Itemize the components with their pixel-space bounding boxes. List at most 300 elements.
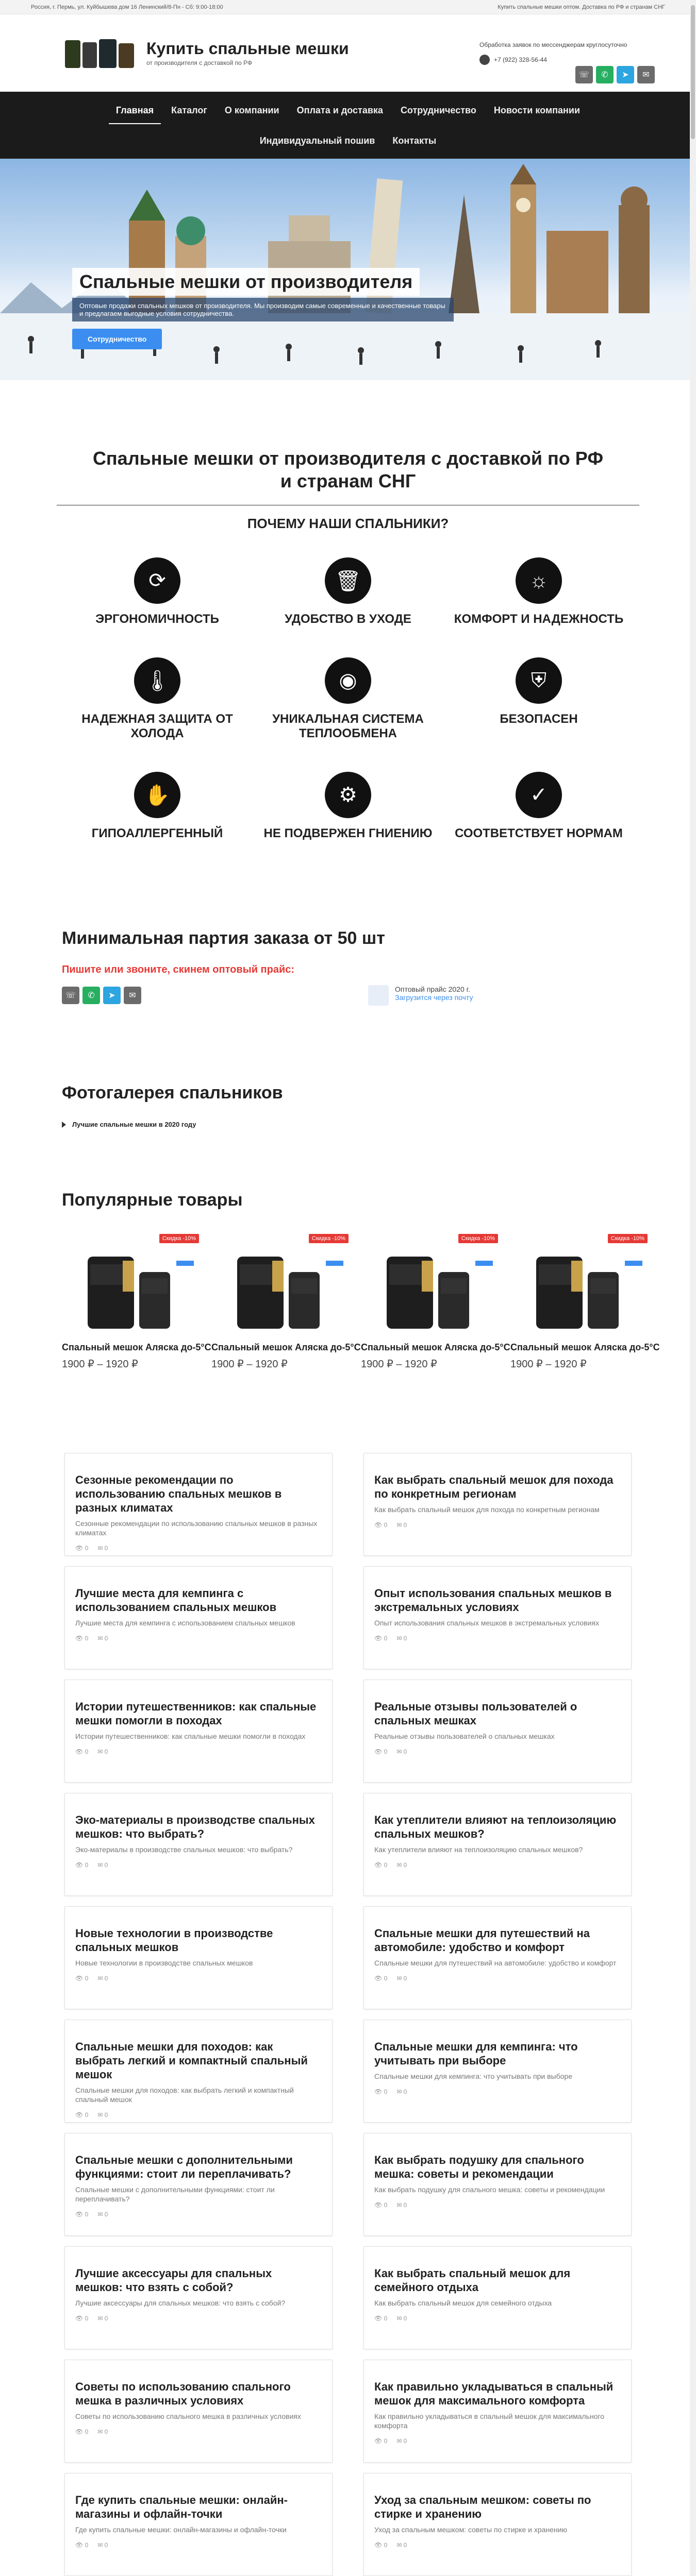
email-icon[interactable]: ✉	[637, 66, 655, 83]
document-icon	[368, 985, 389, 1006]
why-title: ПОЧЕМУ НАШИ СПАЛЬНИКИ?	[247, 516, 449, 531]
comments-value: 0	[403, 2201, 407, 2209]
comments-value: 0	[403, 2437, 407, 2445]
comment-icon: ✉	[97, 1748, 105, 1755]
eye-icon: 👁	[75, 2315, 85, 2322]
comments-count	[97, 1975, 108, 1982]
features-grid	[62, 557, 634, 841]
article-excerpt: Советы по использованию спального мешка в различных условиях	[75, 2412, 301, 2420]
views-value: 0	[384, 2315, 388, 2322]
views-value: 0	[384, 2541, 388, 2549]
eye-icon: 👁	[374, 2315, 384, 2322]
views-count	[75, 1748, 88, 1755]
product-image[interactable]	[361, 1231, 500, 1334]
comment-icon: ✉	[396, 1521, 404, 1529]
views-count	[374, 2541, 387, 2549]
comments-value: 0	[403, 2541, 407, 2549]
article-title[interactable]: Как утеплители влияют на теплоизоляцию спальных мешков?	[374, 1814, 617, 1840]
comments-count	[396, 2541, 407, 2549]
article-excerpt: Лучшие аксессуары для спальных мешков: что взять с собой?	[75, 2299, 286, 2307]
article-excerpt: Как выбрать подушку для спального мешка: советы и рекомендации	[374, 2185, 605, 2194]
discount-badge: Скидка -10%	[458, 1234, 498, 1243]
article-card[interactable]	[363, 1793, 632, 1896]
article-title[interactable]: Советы по использованию спального мешка в различных условиях	[75, 2380, 291, 2407]
comment-icon: ✉	[396, 2437, 404, 2445]
eye-icon: 👁	[75, 1545, 85, 1552]
eye-icon: 👁	[75, 2428, 85, 2435]
feature-label: БЕЗОПАСЕН	[500, 712, 578, 726]
nav-item[interactable]: Контакты	[392, 135, 437, 146]
refresh-icon: ⟳	[134, 557, 180, 604]
eye-icon: 👁	[374, 1861, 384, 1869]
comment-icon: ✉	[396, 2201, 404, 2209]
gallery-item-label: Лучшие спальные мешки в 2020 году	[72, 1121, 196, 1128]
product-image[interactable]	[211, 1231, 351, 1334]
comments-count	[396, 1975, 407, 1982]
comment-icon: ✉	[97, 2211, 105, 2218]
feature-item	[62, 772, 253, 841]
feature-item	[62, 657, 253, 741]
main-title: Спальные мешки от производителя с доставкой по РФ и странам СНГ	[92, 448, 604, 492]
views-value: 0	[85, 2211, 89, 2218]
call-line: Пишите или звоните, скинем оптовый прайс:	[62, 964, 295, 975]
eye-icon: 👁	[374, 2201, 384, 2209]
article-title[interactable]: Уход за спальным мешком: советы по стирке и хранению	[374, 2494, 591, 2520]
comment-icon: ✉	[396, 2088, 404, 2095]
views-value: 0	[384, 1748, 388, 1755]
gears-icon: ⚙	[325, 772, 371, 818]
comment-icon: ✉	[396, 1748, 404, 1755]
article-card[interactable]	[64, 1793, 333, 1896]
product-name[interactable]: Спальный мешок Аляска до-5°С	[510, 1342, 660, 1352]
comment-icon: ✉	[97, 2541, 105, 2549]
views-count	[374, 1748, 387, 1755]
article-excerpt: Лучшие места для кемпинга с использованием спальных мешков	[75, 1619, 295, 1627]
article-card[interactable]	[363, 2360, 632, 2463]
article-title[interactable]: Сезонные рекомендации по использованию спальных мешков в разных климатах	[75, 1473, 282, 1514]
thermometer-icon: 🌡	[134, 657, 180, 704]
whatsapp-icon[interactable]: ✆	[82, 987, 100, 1004]
article-excerpt: Как утеплители влияют на теплоизоляцию спальных мешков?	[374, 1845, 583, 1854]
nav-item[interactable]: Новости компании	[493, 105, 581, 115]
article-title[interactable]: Лучшие места для кемпинга с использованием спальных мешков	[75, 1587, 277, 1614]
article-title[interactable]: Лучшие аксессуары для спальных мешков: что взять с собой?	[75, 2267, 272, 2294]
views-value: 0	[384, 1975, 388, 1982]
hero-text: Оптовые продажи спальных мешков от производителя. Мы производим самые современные и качественные товары и предлагаем выгодные условия сотрудничества.	[72, 298, 454, 321]
comments-count	[396, 2315, 407, 2322]
call-icon[interactable]: ☏	[62, 987, 79, 1004]
comments-count	[97, 1635, 108, 1642]
article-meta	[75, 2111, 322, 2119]
views-count	[374, 1861, 387, 1869]
article-title[interactable]: Новые технологии в производстве спальных мешков	[75, 1927, 273, 1954]
topbar-address: Россия, г. Пермь, ул. Куйбышева дом 16 Ленинский/8-Пн - Сб: 9:00-18:00	[31, 4, 223, 10]
cooperation-button[interactable]: Сотрудничество	[72, 329, 162, 349]
header-contact-icons	[575, 66, 655, 83]
site-subtitle: от производителя с доставкой по РФ	[146, 59, 253, 66]
views-count	[374, 2315, 387, 2322]
comments-value: 0	[104, 1975, 108, 1982]
nav-item[interactable]: Сотрудничество	[400, 105, 476, 115]
article-card[interactable]	[64, 2020, 333, 2123]
article-card[interactable]	[363, 2473, 632, 2576]
feature-item	[253, 557, 443, 626]
hero-title: Спальные мешки от производителя	[72, 268, 420, 296]
article-excerpt: Как правильно укладываться в спальный мешок для максимального комфорта	[374, 2412, 605, 2430]
views-value: 0	[384, 1521, 388, 1529]
article-excerpt: Спальные мешки с дополнительными функциями: стоит ли переплачивать?	[75, 2185, 275, 2203]
email-icon[interactable]: ✉	[124, 987, 141, 1004]
hero-caption	[72, 268, 454, 349]
article-meta	[374, 2541, 621, 2549]
views-value: 0	[85, 2315, 89, 2322]
discount-badge: Скидка -10%	[159, 1234, 199, 1243]
comments-value: 0	[403, 1635, 407, 1642]
feature-label: ЭРГОНОМИЧНОСТЬ	[95, 612, 219, 626]
article-card[interactable]	[64, 2473, 333, 2576]
views-value: 0	[85, 1635, 89, 1642]
views-count	[75, 1635, 88, 1642]
views-count	[374, 2088, 387, 2095]
eye-icon: 👁	[374, 2437, 384, 2445]
comments-value: 0	[403, 2088, 407, 2095]
feature-item	[62, 557, 253, 626]
article-card[interactable]	[363, 2133, 632, 2236]
product-price: 1900 ₽ – 1920 ₽	[211, 1359, 288, 1370]
eye-icon: 👁	[374, 1635, 384, 1642]
article-meta	[75, 1635, 322, 1642]
telegram-icon[interactable]: ➤	[103, 987, 121, 1004]
views-value: 0	[384, 1861, 388, 1869]
feature-item	[443, 657, 634, 741]
call-icon[interactable]: ☏	[575, 66, 593, 83]
article-title[interactable]: Где купить спальные мешки: онлайн-магазины и офлайн-точки	[75, 2494, 288, 2520]
feature-label: УНИКАЛЬНАЯ СИСТЕМА ТЕПЛООБМЕНА	[272, 712, 424, 740]
product-name[interactable]: Спальный мешок Аляска до-5°С	[361, 1342, 510, 1352]
comment-icon: ✉	[396, 2541, 404, 2549]
comments-count	[396, 1748, 407, 1755]
page-scrollbar[interactable]	[690, 0, 696, 2576]
trash-icon: 🗑	[325, 557, 371, 604]
comments-count	[97, 1748, 108, 1755]
article-card[interactable]	[64, 2133, 333, 2236]
views-count	[374, 2201, 387, 2209]
telegram-icon[interactable]: ➤	[617, 66, 634, 83]
comments-value: 0	[403, 1521, 407, 1529]
views-count	[75, 2211, 88, 2218]
nav-item[interactable]: Оплата и доставка	[296, 105, 383, 115]
discount-badge: Скидка -10%	[309, 1234, 349, 1243]
comment-icon: ✉	[97, 1861, 105, 1869]
nav-item[interactable]: Главная	[109, 98, 161, 124]
article-title[interactable]: Спальные мешки для кемпинга: что учитывать при выборе	[374, 2040, 578, 2067]
article-meta	[374, 1521, 621, 1529]
topbar-slogan: Купить спальные мешки оптом. Доставка по РФ и странам СНГ	[498, 4, 665, 10]
article-excerpt: Спальные мешки для путешествий на автомобиле: удобство и комфорт	[374, 1959, 617, 1967]
article-meta	[75, 2211, 322, 2218]
comments-count	[396, 1635, 407, 1642]
product-image[interactable]	[62, 1231, 201, 1334]
feature-label: УДОБСТВО В УХОДЕ	[285, 612, 411, 626]
views-count	[75, 2541, 88, 2549]
phone-link[interactable]	[479, 55, 634, 65]
product-card[interactable]	[361, 1231, 510, 1370]
logo-link[interactable]	[62, 35, 349, 71]
product-image[interactable]	[510, 1231, 650, 1334]
price-list-title: Оптовый прайс 2020 г.	[395, 985, 470, 993]
feature-item	[253, 657, 443, 741]
hero-banner	[0, 159, 696, 380]
comments-count	[396, 2437, 407, 2445]
comment-icon: ✉	[97, 1545, 105, 1552]
eye-icon: 👁	[75, 2541, 85, 2549]
views-count	[75, 1861, 88, 1869]
site-header	[0, 14, 696, 92]
eye-icon: 👁	[75, 1635, 85, 1642]
article-excerpt: Как выбрать спальный мешок для похода по конкретным регионам	[374, 1505, 600, 1514]
whatsapp-icon[interactable]: ✆	[596, 66, 614, 83]
comments-count	[97, 2211, 108, 2218]
gallery-item[interactable]	[0, 1121, 696, 1128]
comment-icon: ✉	[396, 1975, 404, 1982]
feature-label: ГИПОАЛЛЕРГЕННЫЙ	[91, 826, 223, 840]
article-title[interactable]: Как правильно укладываться в спальный мешок для максимального комфорта	[374, 2380, 614, 2407]
product-name[interactable]: Спальный мешок Аляска до-5°С	[62, 1342, 211, 1352]
article-meta	[75, 1975, 322, 1982]
product-card[interactable]	[62, 1231, 211, 1370]
article-title[interactable]: Реальные отзывы пользователей о спальных мешках	[374, 1700, 577, 1727]
comment-icon: ✉	[396, 1635, 404, 1642]
views-value: 0	[85, 1545, 89, 1552]
views-count	[75, 1545, 88, 1552]
comments-value: 0	[403, 2315, 407, 2322]
min-order-title: Минимальная партия заказа от 50 шт	[62, 928, 385, 948]
article-title[interactable]: Спальные мешки с дополнительными функциями: стоит ли переплачивать?	[75, 2154, 293, 2180]
contact-note: Обработка заявок по мессенджерам круглосуточно	[479, 41, 627, 48]
article-excerpt: Спальные мешки для походов: как выбрать легкий и компактный спальный мешок	[75, 2086, 294, 2104]
views-value: 0	[384, 2437, 388, 2445]
article-meta	[374, 2315, 621, 2322]
article-title[interactable]: Как выбрать спальный мешок для похода по конкретным регионам	[374, 1473, 614, 1500]
views-count	[374, 1521, 387, 1529]
eye-icon: 👁	[75, 1861, 85, 1869]
article-card[interactable]	[363, 1566, 632, 1669]
views-value: 0	[85, 2111, 89, 2119]
comments-count	[97, 2428, 108, 2435]
views-count	[75, 1975, 88, 1982]
comments-value: 0	[104, 2211, 108, 2218]
comments-count	[396, 2088, 407, 2095]
nav-item[interactable]: Индивидуальный пошив	[259, 135, 375, 146]
new-badge	[475, 1261, 493, 1266]
eye-icon: 👁	[374, 2541, 384, 2549]
nav-item[interactable]: О компании	[224, 105, 279, 115]
article-card[interactable]	[64, 2246, 333, 2349]
products-row	[0, 1231, 696, 1370]
article-card[interactable]	[64, 1906, 333, 2009]
views-count	[374, 2437, 387, 2445]
eye-icon: 👁	[75, 1748, 85, 1755]
product-price: 1900 ₽ – 1920 ₽	[361, 1359, 437, 1370]
article-excerpt: Где купить спальные мешки: онлайн-магазины и офлайн-точки	[75, 2526, 287, 2534]
eye-icon: 👁	[75, 2211, 85, 2218]
comments-value: 0	[403, 1975, 407, 1982]
weather-icon: ☼	[516, 557, 562, 604]
article-meta	[75, 2541, 322, 2549]
article-title[interactable]: Спальные мешки для путешествий на автомобиле: удобство и комфорт	[374, 1927, 590, 1954]
comments-value: 0	[104, 1635, 108, 1642]
article-card[interactable]	[363, 1906, 632, 2009]
article-title[interactable]: Как выбрать спальный мешок для семейного отдыха	[374, 2267, 571, 2294]
article-meta	[374, 1975, 621, 1982]
logo-image	[62, 35, 139, 71]
shield-icon: ⛨	[516, 657, 562, 704]
comment-icon: ✉	[97, 1635, 105, 1642]
article-excerpt: Сезонные рекомендации по использованию спальных мешков в разных климатах	[75, 1519, 318, 1537]
topbar	[0, 0, 696, 14]
article-meta	[75, 1861, 322, 1869]
eye-icon: 👁	[374, 1748, 384, 1755]
views-value: 0	[85, 1748, 89, 1755]
views-value: 0	[384, 2088, 388, 2095]
new-badge	[176, 1261, 194, 1266]
product-name[interactable]: Спальный мешок Аляска до-5°С	[211, 1342, 361, 1352]
views-value: 0	[85, 1975, 89, 1982]
article-meta	[374, 1748, 621, 1755]
feature-item	[443, 557, 634, 626]
comment-icon: ✉	[97, 1975, 105, 1982]
product-card[interactable]	[510, 1231, 660, 1370]
article-meta	[75, 1545, 322, 1552]
article-meta	[374, 1861, 621, 1869]
article-title[interactable]: Эко-материалы в производстве спальных мешков: что выбрать?	[75, 1814, 315, 1840]
comments-value: 0	[104, 2541, 108, 2549]
article-excerpt: Уход за спальным мешком: советы по стирке и хранению	[374, 2526, 567, 2534]
views-count	[75, 2111, 88, 2119]
article-excerpt: Опыт использования спальных мешков в экстремальных условиях	[374, 1619, 599, 1627]
contact-block	[479, 41, 634, 65]
article-card[interactable]	[64, 1680, 333, 1783]
nav-row-secondary	[62, 124, 634, 154]
article-title[interactable]: Как выбрать подушку для спального мешка: советы и рекомендации	[374, 2154, 584, 2180]
price-list-note: Загрузится через почту	[395, 993, 473, 1002]
article-meta	[75, 1748, 322, 1755]
new-badge	[326, 1261, 343, 1266]
views-count	[75, 2428, 88, 2435]
scrollbar-thumb[interactable]	[691, 5, 695, 139]
comments-count	[97, 2315, 108, 2322]
check-icon: ✓	[516, 772, 562, 818]
nav-item[interactable]: Каталог	[171, 105, 207, 115]
views-count	[374, 1635, 387, 1642]
comments-value: 0	[104, 2111, 108, 2119]
price-list-link[interactable]	[368, 985, 473, 1006]
comment-icon: ✉	[396, 2315, 404, 2322]
comments-count	[97, 2541, 108, 2549]
article-meta	[374, 2201, 621, 2209]
comment-icon: ✉	[97, 2111, 105, 2119]
discount-badge: Скидка -10%	[608, 1234, 648, 1243]
comments-count	[396, 2201, 407, 2209]
call-row	[0, 985, 696, 1006]
article-excerpt: Эко-материалы в производстве спальных мешков: что выбрать?	[75, 1845, 293, 1854]
article-meta	[374, 2437, 621, 2445]
article-title[interactable]: Истории путешественников: как спальные мешки помогли в походах	[75, 1700, 317, 1727]
article-excerpt: Реальные отзывы пользователей о спальных мешках	[374, 1732, 555, 1740]
article-excerpt: Истории путешественников: как спальные мешки помогли в походах	[75, 1732, 306, 1740]
nav-row-primary	[62, 92, 634, 124]
comments-value: 0	[104, 2428, 108, 2435]
article-excerpt: Новые технологии в производстве спальных мешков	[75, 1959, 253, 1967]
views-value: 0	[85, 1861, 89, 1869]
hand-icon: ✋	[134, 772, 180, 818]
views-count	[374, 1975, 387, 1982]
article-card[interactable]	[363, 2020, 632, 2123]
phone-icon	[479, 55, 490, 65]
article-card[interactable]	[64, 1453, 333, 1556]
article-card[interactable]	[64, 1566, 333, 1669]
eye-icon: 👁	[75, 2111, 85, 2119]
views-value: 0	[85, 2428, 89, 2435]
comments-value: 0	[104, 1861, 108, 1869]
feature-label: КОМФОРТ И НАДЕЖНОСТЬ	[454, 612, 624, 626]
article-meta	[374, 1635, 621, 1642]
article-card[interactable]	[363, 2246, 632, 2349]
articles-grid	[64, 1453, 632, 2576]
gallery-title: Фотогалерея спальников	[62, 1083, 283, 1103]
eye-icon: 👁	[374, 2088, 384, 2095]
article-title[interactable]: Опыт использования спальных мешков в экстремальных условиях	[374, 1587, 612, 1614]
views-value: 0	[85, 2541, 89, 2549]
article-excerpt: Спальные мешки для кемпинга: что учитывать при выборе	[374, 2072, 573, 2080]
play-icon	[62, 1122, 66, 1128]
eye-icon: 👁	[374, 1975, 384, 1982]
main-nav	[0, 92, 696, 159]
feature-label: НАДЕЖНАЯ ЗАЩИТА ОТ ХОЛОДА	[81, 712, 233, 740]
eye-icon: 👁	[374, 1521, 384, 1529]
eye-icon: ◉	[325, 657, 371, 704]
comment-icon: ✉	[97, 2428, 105, 2435]
product-price: 1900 ₽ – 1920 ₽	[510, 1359, 587, 1370]
phone-number: +7 (922) 328-56-44	[494, 56, 548, 63]
feature-item	[253, 772, 443, 841]
comments-count	[97, 1545, 108, 1552]
views-count	[75, 2315, 88, 2322]
article-card[interactable]	[363, 1453, 632, 1556]
feature-label: НЕ ПОДВЕРЖЕН ГНИЕНИЮ	[263, 826, 433, 840]
product-card[interactable]	[211, 1231, 361, 1370]
views-value: 0	[384, 2201, 388, 2209]
comments-value: 0	[403, 1861, 407, 1869]
comments-count	[97, 1861, 108, 1869]
comments-value: 0	[104, 1545, 108, 1552]
views-value: 0	[384, 1635, 388, 1642]
site-title: Купить спальные мешки	[146, 39, 349, 58]
article-meta	[374, 2088, 621, 2095]
article-title[interactable]: Спальные мешки для походов: как выбрать легкий и компактный спальный мешок	[75, 2040, 308, 2081]
comments-value: 0	[104, 2315, 108, 2322]
feature-item	[443, 772, 634, 841]
article-meta	[75, 2428, 322, 2435]
popular-title: Популярные товары	[62, 1190, 243, 1210]
product-price: 1900 ₽ – 1920 ₽	[62, 1359, 138, 1370]
comments-count	[396, 1521, 407, 1529]
comment-icon: ✉	[396, 1861, 404, 1869]
comment-icon: ✉	[97, 2315, 105, 2322]
article-card[interactable]	[64, 2360, 333, 2463]
article-card[interactable]	[363, 1680, 632, 1783]
new-badge	[625, 1261, 642, 1266]
